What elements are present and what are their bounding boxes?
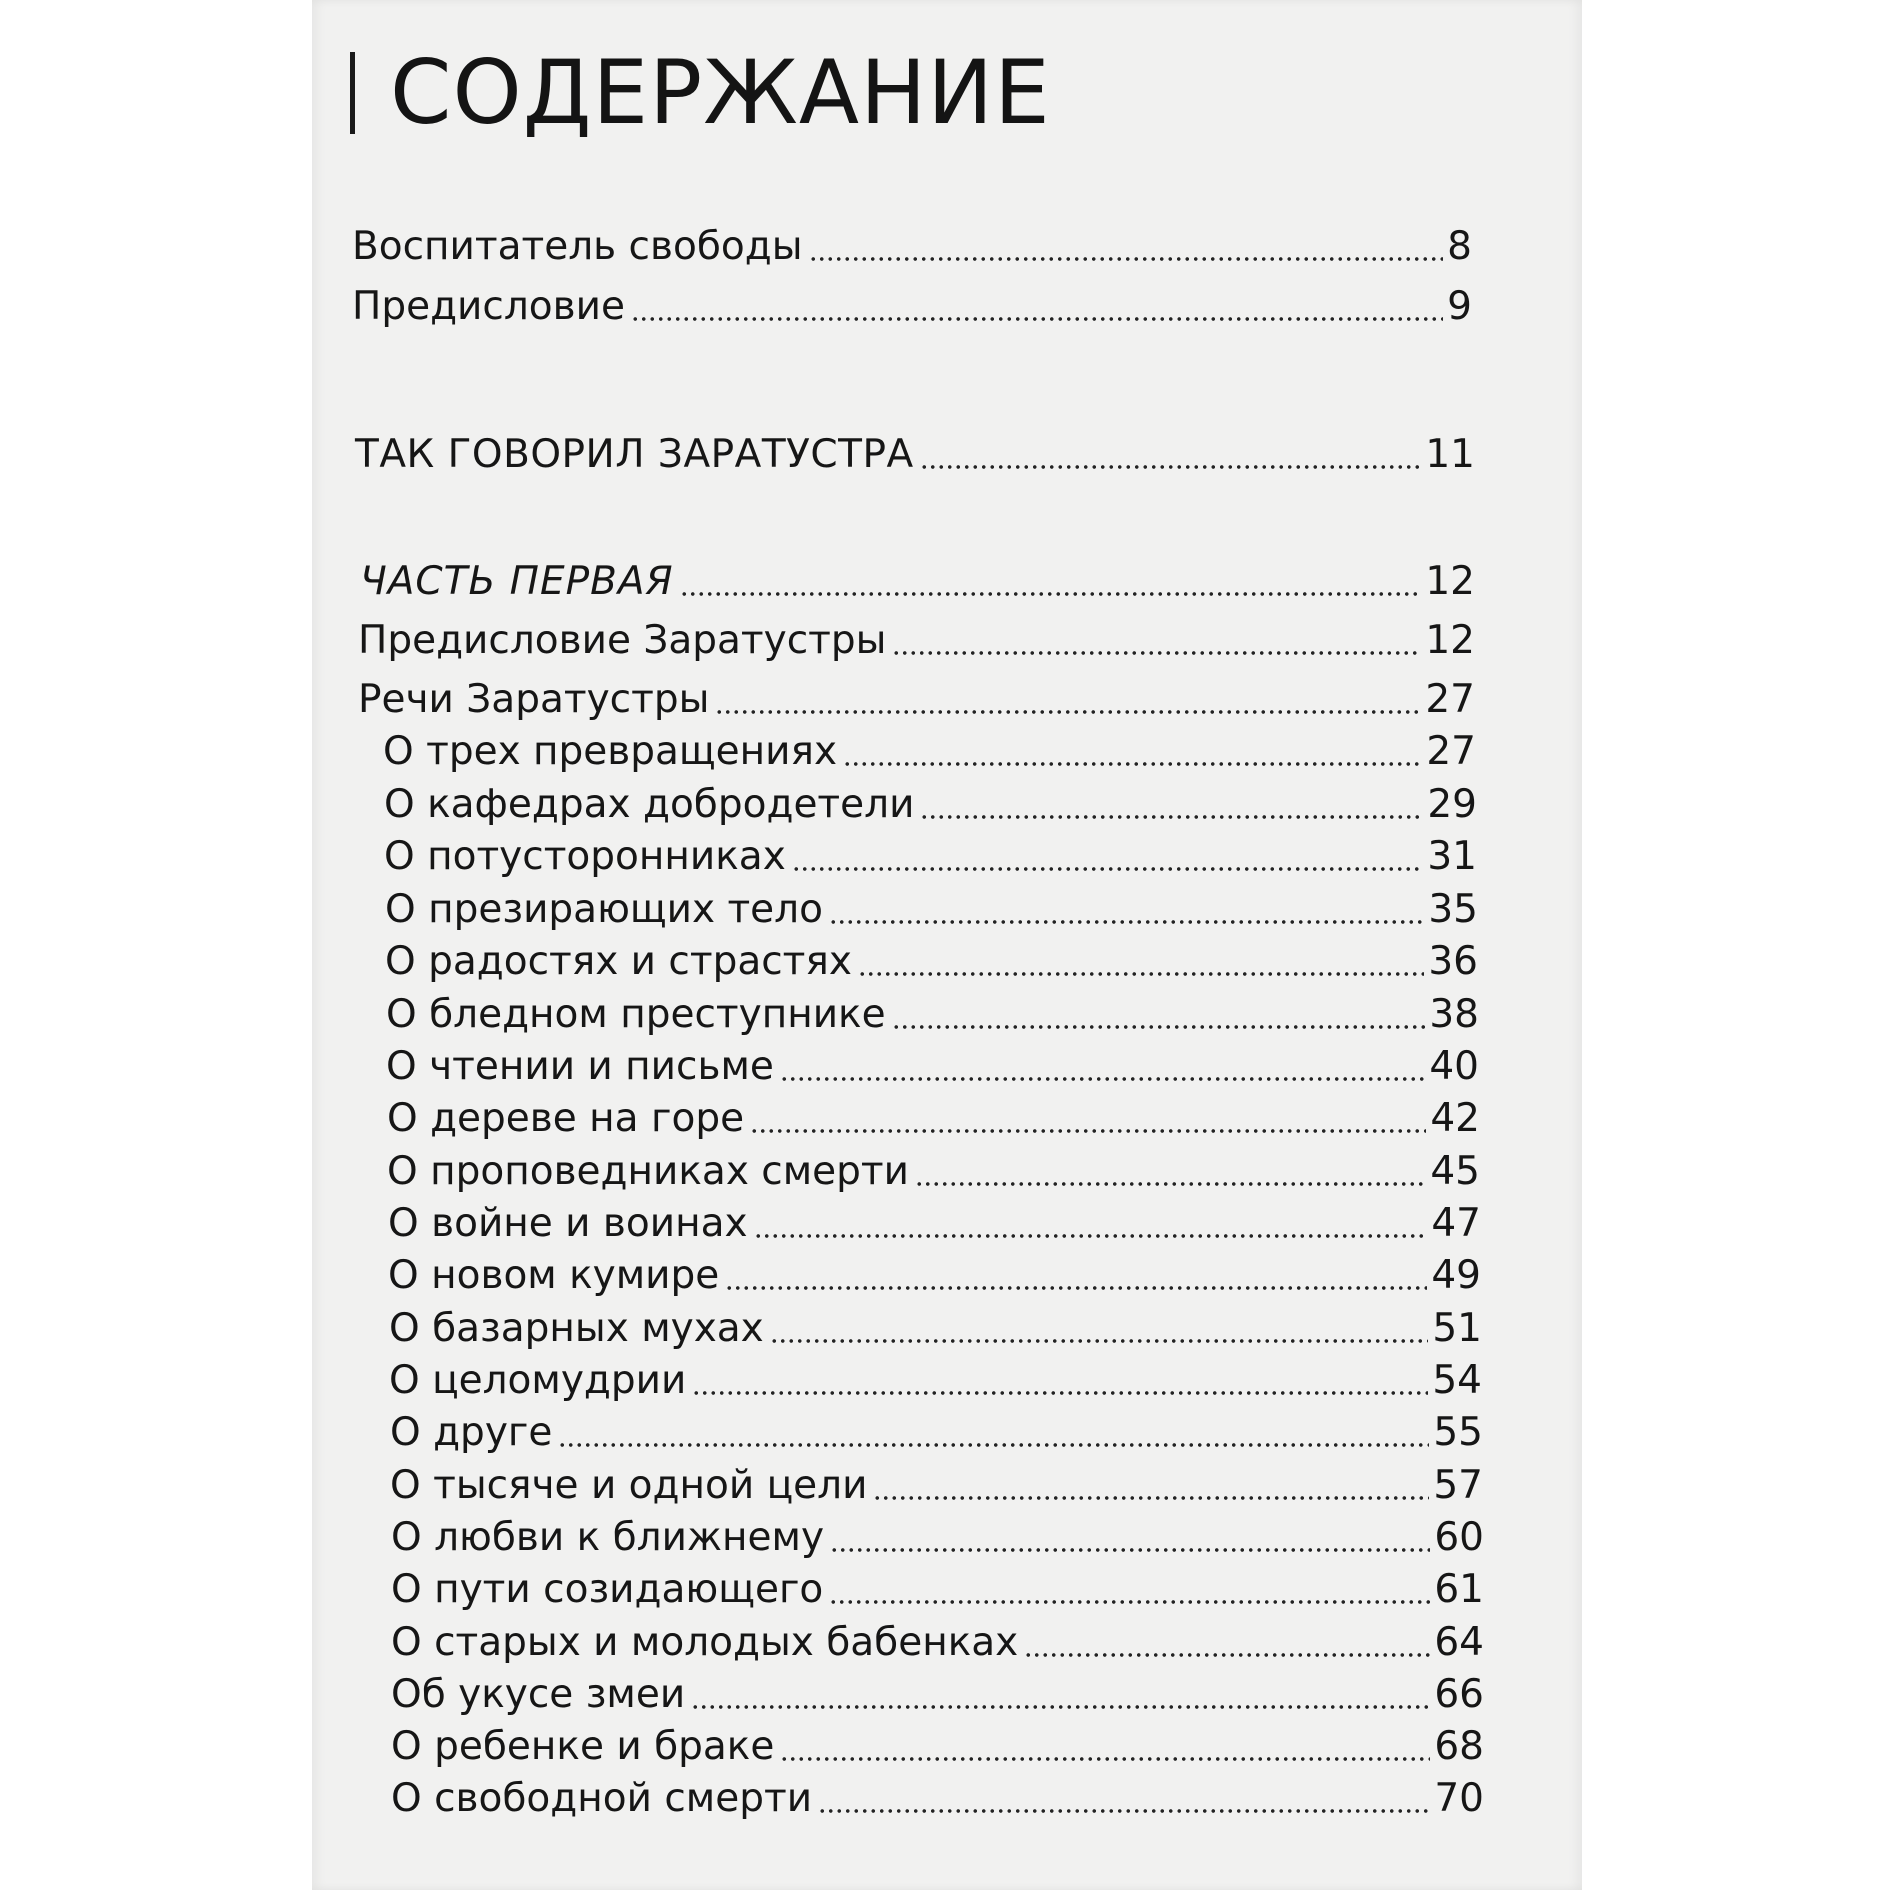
- dot-leader: [892, 650, 1421, 656]
- toc-entry[interactable]: [391, 1670, 1484, 1720]
- toc-entry-title: О базарных мухах: [389, 1306, 764, 1351]
- toc-entry-page: 45: [1430, 1149, 1480, 1194]
- dot-leader: [780, 1076, 1425, 1082]
- dot-leader: [830, 1547, 1430, 1553]
- toc-entry[interactable]: [390, 1461, 1483, 1511]
- toc-entry[interactable]: [385, 885, 1478, 935]
- toc-entry-book-title[interactable]: [355, 430, 1475, 480]
- dot-leader: [1024, 1652, 1430, 1658]
- toc-entry-page: 42: [1430, 1096, 1480, 1141]
- toc-entry[interactable]: [389, 1356, 1482, 1406]
- dot-leader: [680, 591, 1422, 597]
- toc-entry-title: О свободной смерти: [391, 1776, 813, 1821]
- toc-entry-page: 9: [1447, 284, 1472, 329]
- dot-leader: [725, 1285, 1427, 1291]
- toc-entry-title: О любви к ближнему: [391, 1515, 825, 1560]
- toc-entry[interactable]: [386, 1042, 1479, 1092]
- toc-entry[interactable]: [390, 1408, 1483, 1458]
- toc-entry-page: 40: [1429, 1044, 1479, 1089]
- toc-entry-title: О тысяче и одной цели: [390, 1463, 868, 1508]
- toc-entry-title: О трех превращениях: [383, 729, 838, 774]
- toc-entry-title: О ребенке и браке: [391, 1724, 775, 1769]
- toc-entry[interactable]: [387, 1094, 1480, 1144]
- toc-entry-page: 12: [1425, 618, 1475, 663]
- toc-entry-title: О потусторонниках: [384, 834, 786, 879]
- toc-entry-title: ЧАСТЬ ПЕРВАЯ: [360, 559, 674, 604]
- toc-entry-title: О старых и молодых бабенках: [391, 1620, 1019, 1665]
- dot-leader: [873, 1495, 1429, 1501]
- dot-leader: [809, 256, 1444, 262]
- toc-entry-title: О радостях и страстях: [385, 939, 852, 984]
- toc-entry[interactable]: [389, 1304, 1482, 1354]
- dot-leader: [920, 814, 1423, 820]
- toc-entry[interactable]: [387, 1147, 1480, 1197]
- toc-entry-page: 27: [1426, 729, 1476, 774]
- toc-entry-page: 60: [1434, 1515, 1484, 1560]
- toc-entry-title: О кафедрах добродетели: [384, 782, 915, 827]
- toc-entry-page: 54: [1432, 1358, 1482, 1403]
- toc-entry[interactable]: [352, 282, 1472, 332]
- toc-entry[interactable]: [358, 616, 1475, 666]
- toc-entry[interactable]: [388, 1199, 1481, 1249]
- dot-leader: [920, 464, 1422, 470]
- toc-entry-title: Предисловие: [352, 284, 625, 329]
- toc-entry[interactable]: [385, 937, 1478, 987]
- dot-leader: [715, 709, 1421, 715]
- toc-entry-page: 36: [1428, 939, 1478, 984]
- toc-entry-title: ТАК ГОВОРИЛ ЗАРАТУСТРА: [355, 432, 914, 477]
- toc-entry[interactable]: [358, 675, 1475, 725]
- toc-entry-title: О новом кумире: [388, 1253, 720, 1298]
- toc-entry-page: 12: [1425, 559, 1475, 604]
- toc-entry[interactable]: [391, 1565, 1484, 1615]
- toc-entry-page: 68: [1434, 1724, 1484, 1769]
- dot-leader: [754, 1233, 1428, 1239]
- toc-entry-page: 11: [1425, 432, 1475, 477]
- dot-leader: [858, 971, 1424, 977]
- toc-entry-title: Воспитатель свободы: [352, 224, 803, 269]
- toc-entry-page: 31: [1427, 834, 1477, 879]
- dot-leader: [892, 1024, 1426, 1030]
- dot-leader: [818, 1808, 1430, 1814]
- toc-entry[interactable]: [352, 222, 1472, 272]
- dot-leader: [829, 919, 1424, 925]
- toc-entry-title: О чтении и письме: [386, 1044, 774, 1089]
- toc-entry-page: 57: [1433, 1463, 1483, 1508]
- toc-entry[interactable]: [383, 727, 1476, 777]
- toc-entry-title: О войне и воинах: [388, 1201, 748, 1246]
- toc-entry-title: Об укусе змеи: [391, 1672, 686, 1717]
- toc-entry-title: Предисловие Заратустры: [358, 618, 887, 663]
- toc-entry-page: 64: [1434, 1620, 1484, 1665]
- dot-leader: [770, 1338, 1429, 1344]
- toc-entry-title: О пути созидающего: [391, 1567, 824, 1612]
- toc-entry-part[interactable]: [360, 557, 1475, 607]
- dot-leader: [843, 761, 1422, 767]
- toc-entry-title: О дереве на горе: [387, 1096, 745, 1141]
- toc-entry[interactable]: [391, 1722, 1484, 1772]
- toc-entry[interactable]: [391, 1618, 1484, 1668]
- toc-entry-page: 27: [1425, 677, 1475, 722]
- toc-entry-title: О целомудрии: [389, 1358, 687, 1403]
- toc-entry-page: 55: [1433, 1410, 1483, 1455]
- toc-entry[interactable]: [391, 1513, 1484, 1563]
- toc-entry[interactable]: [384, 832, 1477, 882]
- toc-entry-title: О проповедниках смерти: [387, 1149, 909, 1194]
- dot-leader: [691, 1704, 1430, 1710]
- toc-entry-title: О друге: [390, 1410, 553, 1455]
- toc-entry[interactable]: [384, 780, 1477, 830]
- toc-entry-page: 35: [1428, 887, 1478, 932]
- page-title: СОДЕРЖАНИЕ: [390, 41, 1051, 144]
- dot-leader: [750, 1128, 1426, 1134]
- toc-entry-page: 49: [1431, 1253, 1481, 1298]
- dot-leader: [915, 1181, 1426, 1187]
- toc-entry-title: О бледном преступнике: [386, 992, 886, 1037]
- toc-entry[interactable]: [386, 990, 1479, 1040]
- dot-leader: [780, 1756, 1430, 1762]
- dot-leader: [829, 1599, 1430, 1605]
- dot-leader: [631, 316, 1443, 322]
- dot-leader: [692, 1390, 1428, 1396]
- toc-entry-page: 29: [1427, 782, 1477, 827]
- toc-entry-page: 70: [1434, 1776, 1484, 1821]
- toc-entry[interactable]: [391, 1774, 1484, 1824]
- toc-entry-page: 8: [1447, 224, 1472, 269]
- dot-leader: [792, 866, 1424, 872]
- dot-leader: [558, 1442, 1429, 1448]
- toc-entry-page: 51: [1432, 1306, 1482, 1351]
- toc-entry-title: О презирающих тело: [385, 887, 823, 932]
- toc-entry-page: 61: [1434, 1567, 1484, 1612]
- toc-entry-page: 66: [1434, 1672, 1484, 1717]
- toc-entry-page: 47: [1431, 1201, 1481, 1246]
- toc-entry-title: Речи Заратустры: [358, 677, 710, 722]
- toc-entry-page: 38: [1429, 992, 1479, 1037]
- toc-entry[interactable]: [388, 1251, 1481, 1301]
